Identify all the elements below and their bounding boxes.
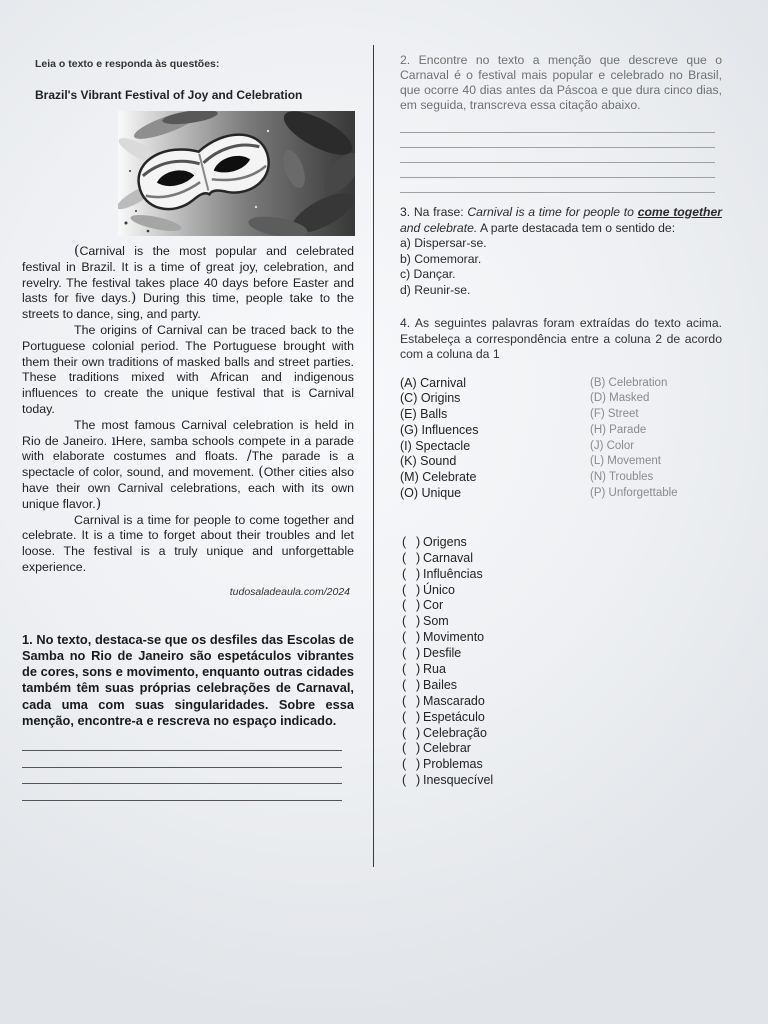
match-pair-row: [400, 423, 722, 439]
answer-line: [22, 735, 342, 752]
option-a: a) Dispersar-se.: [400, 236, 487, 250]
column1-term: (C) Origins: [400, 391, 461, 406]
question-2: 2. Encontre no texto a menção que descreve que o Carnaval é o festival mais popular e celebrado no Brasil, que ocorre 40 dias antes da Páscoa e que dura cinco dias, em seguida, transcreva essa citação abaixo.: [400, 53, 722, 112]
blank-close-bracket: ): [416, 725, 421, 740]
answer-line: [400, 133, 715, 148]
column1-term: (H) Parade: [590, 423, 647, 436]
question-3-highlighted-phrase: come together: [637, 205, 722, 219]
column2-word: Carnaval: [423, 550, 474, 565]
answer-line: [400, 178, 715, 193]
option-d: d) Reunir-se.: [400, 282, 471, 297]
match-column-2: [400, 535, 722, 789]
blank-open-bracket: (: [402, 725, 407, 740]
answer-line: [22, 751, 342, 768]
column1-term: (P) Unforgettable: [590, 487, 678, 500]
instruction: Leia o texto e responda às questões:: [35, 58, 220, 70]
blank-open-bracket: (: [402, 709, 407, 724]
column1-term: (B) Celebration: [590, 376, 668, 389]
blank-open-bracket: (: [402, 630, 407, 645]
column1-term: (O) Unique: [400, 486, 462, 501]
column2-word: Bailes: [423, 677, 458, 692]
match-row: [400, 757, 722, 773]
match-row: [400, 646, 722, 662]
blank-close-bracket: ): [416, 582, 421, 597]
carnival-mask-illustration: [118, 111, 355, 236]
pen-mark-close-paren: ): [130, 290, 137, 307]
blank-open-bracket: (: [402, 693, 407, 708]
question-1: 1. No texto, destaca-se que os desfiles das Escolas de Samba no Rio de Janeiro são espetáculos vibrantes de cores, sons e movimento, enquanto outras cidades também têm suas próprias celebrações de Carnaval, cada uma com suas singularidades. Sobre essa menção, encontre-a e rescreva no espaço indicado.: [22, 631, 354, 728]
column1-term: (F) Street: [590, 408, 639, 421]
match-row: [400, 773, 722, 789]
match-pair-row: [400, 439, 722, 455]
blank-close-bracket: ): [416, 598, 421, 613]
match-pair-row: [400, 486, 722, 502]
question-3-options: [400, 236, 722, 298]
blank-open-bracket: (: [402, 662, 407, 676]
left-column: [22, 57, 354, 801]
match-pair-row: [400, 407, 722, 423]
match-pair-row: [400, 454, 722, 470]
match-row: [400, 694, 722, 710]
paragraph-2: The origins of Carnival can be traced back to the Portuguese colonial period. The Portuguese brought with them their own traditions of masked balls and street parties. These traditions mixed with African and indigenous influences to create the unique festival that is Carnival today.: [22, 322, 354, 416]
match-row: [400, 726, 722, 742]
question-3-lead: 3. Na frase:: [400, 205, 464, 219]
question-3-quote-b: and celebrate.: [400, 220, 478, 235]
paragraph-3: [22, 418, 354, 513]
option-c: c) Dançar.: [400, 267, 456, 281]
column2-word: Som: [423, 614, 449, 629]
blank-close-bracket: ): [416, 693, 421, 708]
paragraph-3-text-b: Here, samba schools compete in a parade with elaborate costumes and floats.: [22, 433, 354, 464]
column2-word: Influências: [423, 566, 483, 581]
column2-word: Desfile: [423, 646, 462, 661]
column1-term: (G) Influences: [400, 422, 479, 437]
column2-word: Inesquecível: [423, 773, 494, 788]
pen-mark-open-paren: (: [258, 464, 264, 481]
blank-open-bracket: (: [402, 550, 407, 565]
blank-close-bracket: ): [416, 534, 421, 549]
blank-close-bracket: ): [416, 677, 421, 692]
match-pair-row: [400, 376, 722, 392]
blank-close-bracket: ): [416, 773, 421, 788]
pen-mark-close-paren: ): [95, 495, 102, 512]
column1-term: (N) Troubles: [590, 471, 654, 484]
match-row: [400, 710, 722, 726]
answer-line: [22, 768, 342, 785]
paragraph-3-text-d: Other cities also have their own Carnival celebrations, each with its own unique flavor.: [22, 465, 354, 511]
blank-open-bracket: (: [402, 757, 407, 772]
pen-mark-tick: ı: [111, 432, 116, 449]
right-column: [400, 53, 722, 789]
column2-word: Celebração: [423, 725, 487, 740]
question-1-answer-lines: [22, 735, 342, 801]
blank-close-bracket: ): [416, 566, 421, 581]
blank-close-bracket: ): [416, 630, 421, 645]
pen-mark-open-paren: (: [74, 243, 80, 259]
blank-open-bracket: (: [402, 582, 407, 597]
question-2-answer-lines: [400, 118, 715, 193]
column1-term: (I) Spectacle: [400, 438, 471, 453]
passage-title: Brazil's Vibrant Festival of Joy and Celebration: [35, 88, 303, 102]
question-3-quote-a: Carnival is a time for people to: [467, 205, 634, 219]
question-3: [400, 205, 722, 236]
paragraph-1-text-a: Carnival is the most popular and celebrated festival in Brazil. It is a time of great joy, celebration, and revelry. The festival takes place 40 days before Easter and lasts for five days.: [22, 244, 354, 306]
carnival-mask-image: [118, 111, 355, 236]
column1-term: (K) Sound: [400, 454, 457, 469]
blank-open-bracket: (: [402, 741, 407, 756]
match-row: [400, 598, 722, 614]
answer-line: [400, 163, 715, 178]
column1-term: (E) Balls: [400, 407, 448, 422]
question-3-tail: A parte destacada tem o sentido de:: [479, 220, 676, 235]
match-row: [400, 551, 722, 567]
reading-passage: [22, 244, 354, 576]
match-row: [400, 535, 722, 551]
blank-open-bracket: (: [402, 598, 407, 613]
answer-line: [22, 784, 342, 801]
blank-open-bracket: (: [402, 773, 407, 788]
pen-mark-slash: /: [246, 448, 252, 465]
column2-word: Cor: [423, 598, 444, 613]
blank-close-bracket: ): [416, 741, 421, 756]
blank-close-bracket: ): [416, 662, 421, 676]
option-b: b) Comemorar.: [400, 251, 482, 266]
match-pair-row: [400, 391, 722, 407]
column1-term: (M) Celebrate: [400, 470, 477, 485]
column1-term: (J) Color: [590, 439, 635, 452]
column2-word: Espetáculo: [423, 709, 485, 724]
paragraph-3-text-c: The parade is a spectacle of color, sound, and movement.: [22, 449, 354, 480]
match-column-1: [400, 376, 722, 502]
blank-close-bracket: ): [416, 709, 421, 724]
answer-line: [400, 118, 715, 133]
question-4: 4. As seguintes palavras foram extraídas do texto acima. Estabeleça a correspondência entre a coluna 2 de acordo com a coluna da 1: [400, 316, 722, 361]
blank-open-bracket: (: [402, 614, 407, 629]
blank-open-bracket: (: [402, 646, 407, 661]
match-row: [400, 614, 722, 630]
answer-line: [400, 148, 715, 163]
blank-open-bracket: (: [402, 566, 407, 581]
paragraph-1-text-b: During this time, people take to the streets to dance, sing, and party.: [22, 291, 354, 322]
match-row: [400, 630, 722, 646]
match-row: [400, 678, 722, 694]
match-pair-row: [400, 470, 722, 486]
match-row: [400, 567, 722, 583]
column2-word: Movimento: [423, 630, 485, 645]
paragraph-4: Carnival is a time for people to come together and celebrate. It is a time to forget about their troubles and let loose. The festival is a truly unique and unforgettable experience.: [22, 512, 354, 574]
column1-term: (D) Masked: [590, 392, 650, 405]
blank-close-bracket: ): [416, 757, 421, 772]
column-divider: [373, 45, 374, 867]
match-row: [400, 662, 722, 678]
blank-close-bracket: ): [416, 550, 421, 565]
column2-word: Celebrar: [423, 741, 471, 756]
column2-word: Rua: [423, 662, 446, 676]
blank-close-bracket: ): [416, 646, 421, 661]
paragraph-3-text-a: The most famous Carnival celebration is held in Rio de Janeiro.: [22, 417, 354, 448]
column2-word: Mascarado: [423, 693, 485, 708]
column2-word: Único: [423, 582, 455, 597]
blank-open-bracket: (: [402, 534, 407, 549]
column1-term: (L) Movement: [590, 455, 661, 468]
blank-open-bracket: (: [402, 677, 407, 692]
column2-word: Problemas: [423, 757, 483, 772]
match-row: [400, 741, 722, 757]
blank-close-bracket: ): [416, 614, 421, 629]
match-row: [400, 583, 722, 599]
paragraph-1: [22, 244, 354, 323]
column2-word: Origens: [423, 534, 467, 549]
source-citation: tudosaladeaula.com/2024: [229, 585, 350, 598]
column1-term: (A) Carnival: [400, 375, 466, 390]
